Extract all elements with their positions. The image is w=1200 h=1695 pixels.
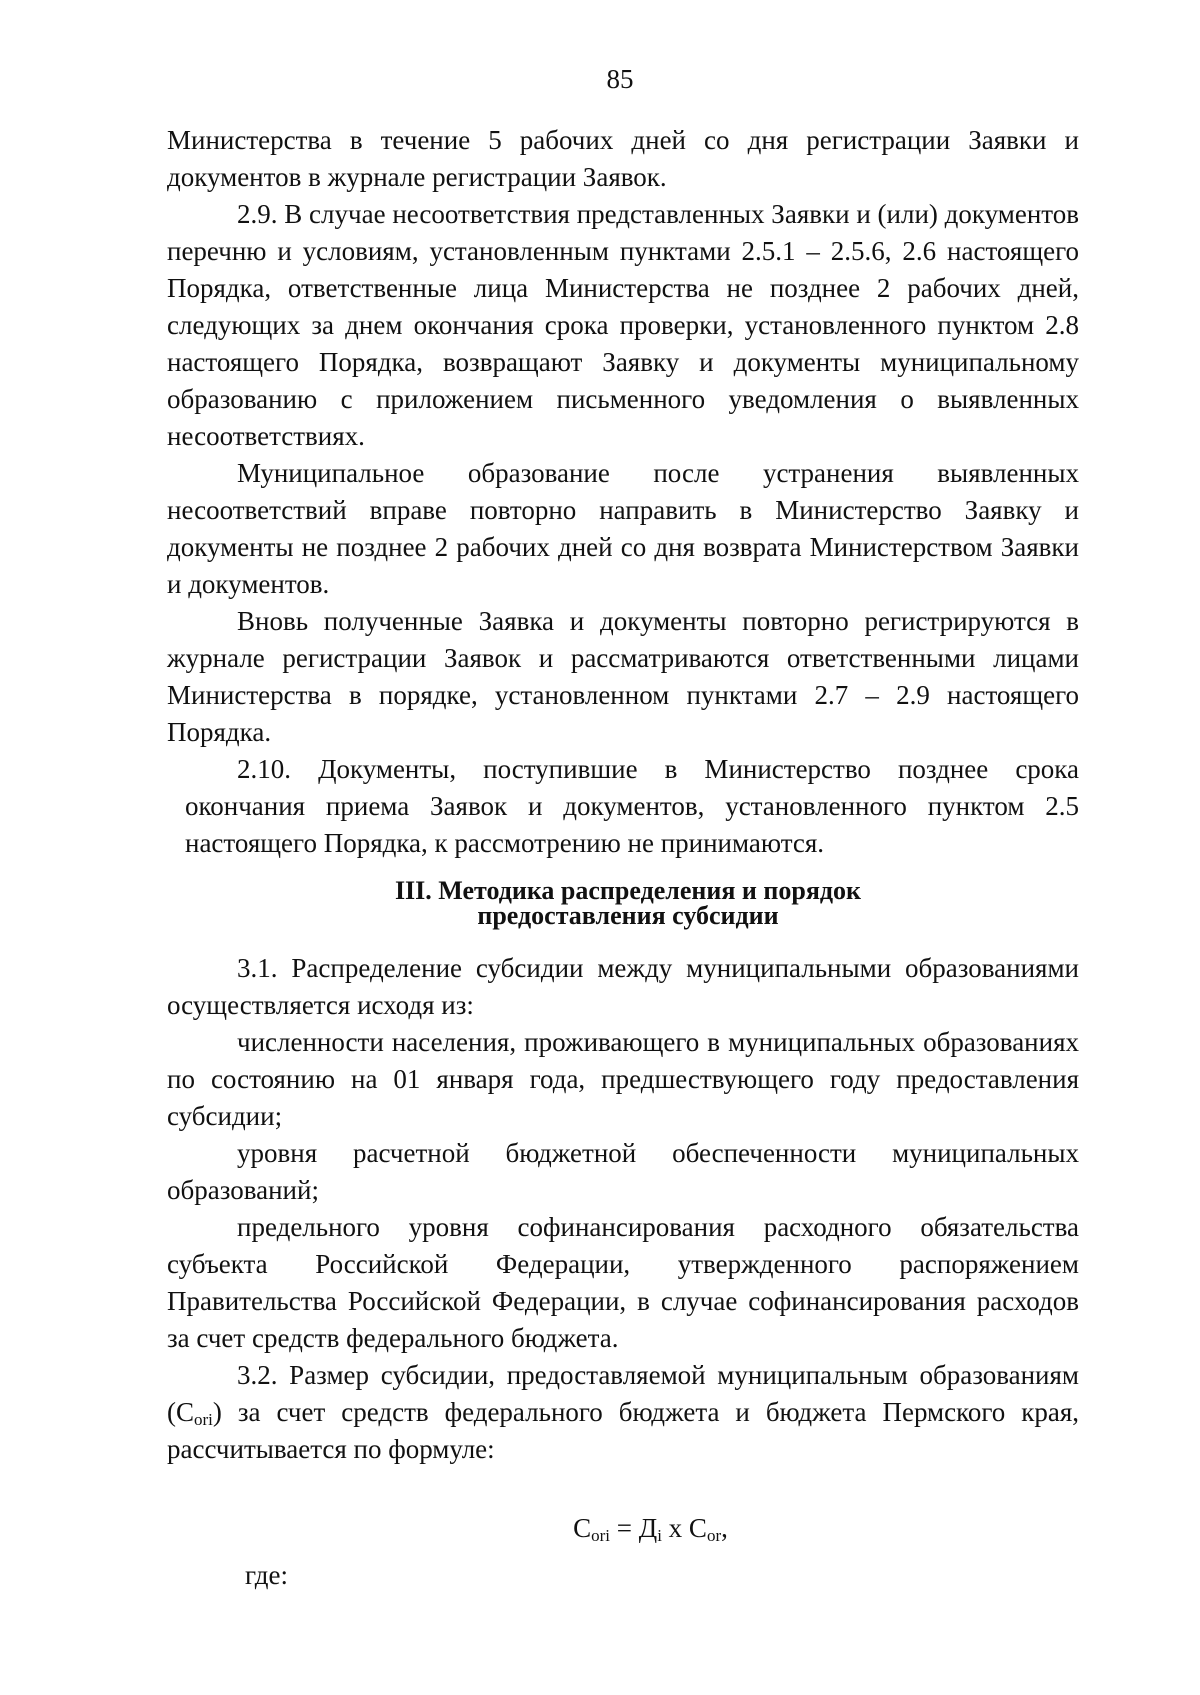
paragraph-2-9: 2.9. В случае несоответствия представленных Заявки и (или) документов перечню и условиям, установленным пунктами 2.5.1 – 2.5.6, 2.6 настоящего Порядка, ответственные лица Министерства не позднее 2 рабочих дней, следующих за днем окончания срока проверки, установленного пунктом 2.8 настоящего Порядка, возвращают Заявку и документы муниципальному образованию с приложением письменного уведомления о выявленных несоответствиях.: [167, 199, 1079, 451]
paragraph-3-1: 3.1. Распределение субсидии между муниципальными образованиями осуществляется исходя из:: [167, 953, 1079, 1020]
formula-c: С: [573, 1513, 592, 1543]
where-label: где:: [245, 1560, 288, 1590]
section-heading-line-2: предоставления субсидии: [477, 901, 779, 930]
formula-x-c: х С: [661, 1513, 707, 1543]
paragraph-3-2: [167, 1357, 1079, 1468]
subscript-ori: ori: [194, 1410, 213, 1429]
paragraph-3-2-text-a: 3.2. Размер субсидии, предоставляемой муниципальным образованиям (С: [167, 1360, 1079, 1427]
paragraph-3: Муниципальное образование после устранения выявленных несоответствий вправе повторно направить в Министерство Заявку и документы не позднее 2 рабочих дней со дня возврата Министерством Заявки и документов.: [167, 458, 1079, 599]
section-heading-line-1: III. Методика распределения и порядок: [394, 876, 862, 905]
formula-eq-d: = Д: [610, 1513, 658, 1543]
paragraph-cofinancing: предельного уровня софинансирования расходного обязательства субъекта Российской Федерации, утвержденного распоряжением Правительства Российской Федерации, в случае софинансирования расходов за счет средств федерального бюджета.: [167, 1212, 1079, 1353]
paragraph-budget-level: уровня расчетной бюджетной обеспеченности муниципальных образований;: [167, 1138, 1079, 1205]
formula: [167, 1510, 1079, 1547]
formula-end: ,: [721, 1513, 728, 1543]
paragraph-1: Министерства в течение 5 рабочих дней со дня регистрации Заявки и документов в журнале регистрации Заявок.: [167, 125, 1079, 192]
paragraph-population: численности населения, проживающего в муниципальных образованиях по состоянию на 01 января года, предшествующего году предоставления субсидии;: [167, 1027, 1079, 1131]
document-body: [167, 122, 1079, 1594]
paragraph-4: Вновь полученные Заявка и документы повторно регистрируются в журнале регистрации Заявок и рассматриваются ответственными лицами Министерства в порядке, установленном пунктами 2.7 – 2.9 настоящего Порядка.: [167, 606, 1079, 747]
section-heading: [167, 878, 1079, 928]
formula-sub-ori: ori: [591, 1526, 611, 1545]
page-number: 85: [606, 64, 634, 94]
paragraph-3-2-text-b: ) за счет средств федерального бюджета и бюджета Пермского края, рассчитывается по формуле:: [167, 1397, 1079, 1464]
formula-sub-or: or: [706, 1526, 722, 1545]
paragraph-2-10: 2.10. Документы, поступившие в Министерство позднее срока окончания приема Заявок и документов, установленного пунктом 2.5 настоящего Порядка, к рассмотрению не принимаются.: [185, 754, 1079, 858]
formula-sub-i: i: [657, 1526, 662, 1545]
